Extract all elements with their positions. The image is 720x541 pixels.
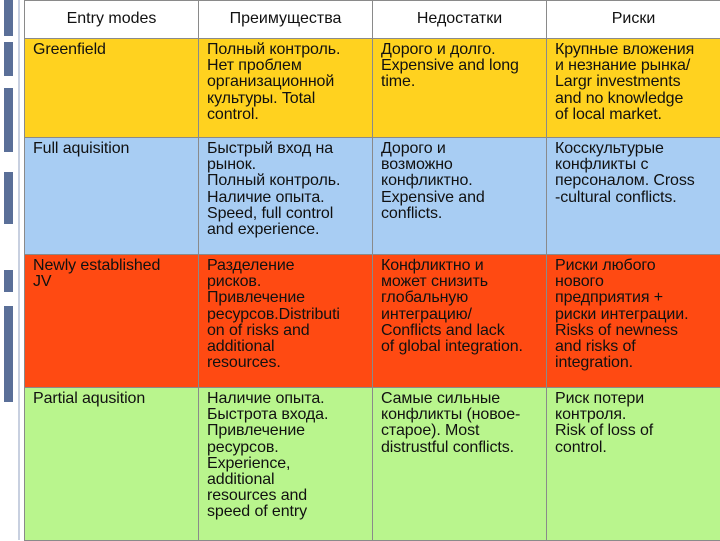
cell-risks: Риск потери контроля. Risk of loss of control.: [547, 388, 720, 541]
cell-disadvantages: Дорого и возможно конфликтно. Expensive and conflicts.: [373, 138, 547, 255]
cell-risks: Риски любого нового предприятия + риски интеграции. Risks of newness and risks of integration.: [547, 255, 720, 388]
decor-bar: [4, 270, 13, 292]
slide-decoration: [0, 0, 24, 540]
cell-advantages: Разделение рисков. Привлечение ресурсов.Distributi on of risks and additional resources.: [199, 255, 373, 388]
decor-bar: [4, 172, 13, 224]
header-disadvantages: Недостатки: [373, 1, 547, 39]
cell-mode: Partial aqusition: [25, 388, 199, 541]
decor-bar: [4, 42, 13, 76]
cell-mode: Full aquisition: [25, 138, 199, 255]
cell-advantages: Быстрый вход на рынок. Полный контроль. Наличие опыта. Speed, full control and experience.: [199, 138, 373, 255]
header-entry-modes: Entry modes: [25, 1, 199, 39]
cell-disadvantages: Конфликтно и может снизить глобальную интеграцию/ Conflicts and lack of global integration.: [373, 255, 547, 388]
row-full-aquisition: [25, 138, 720, 255]
cell-risks: Косскультурые конфликты с персоналом. Cross -cultural conflicts.: [547, 138, 720, 255]
row-partial-aqusition: [25, 388, 720, 541]
cell-disadvantages: Дорого и долго. Expensive and long time.: [373, 39, 547, 138]
header-advantages: Преимущества: [199, 1, 373, 39]
cell-risks: Крупные вложения и незнание рынка/ Largr investments and no knowledge of local market.: [547, 39, 720, 138]
cell-advantages: Полный контроль. Нет проблем организационной культуры. Total control.: [199, 39, 373, 138]
decor-bar: [4, 306, 13, 402]
decor-line: [18, 0, 20, 540]
entry-modes-table: [24, 0, 720, 541]
row-newly-established-jv: [25, 255, 720, 388]
cell-mode: Newly established JV: [25, 255, 199, 388]
header-row: [25, 1, 720, 39]
row-greenfield: [25, 39, 720, 138]
cell-disadvantages: Самые сильные конфликты (новое- старое). Most distrustful conflicts.: [373, 388, 547, 541]
cell-mode: Greenfield: [25, 39, 199, 138]
header-risks: Риски: [547, 1, 720, 39]
cell-advantages: Наличие опыта. Быстрота входа. Привлечение ресурсов. Experience, additional resources and speed of entry: [199, 388, 373, 541]
decor-bar: [4, 0, 13, 36]
decor-bar: [4, 88, 13, 152]
